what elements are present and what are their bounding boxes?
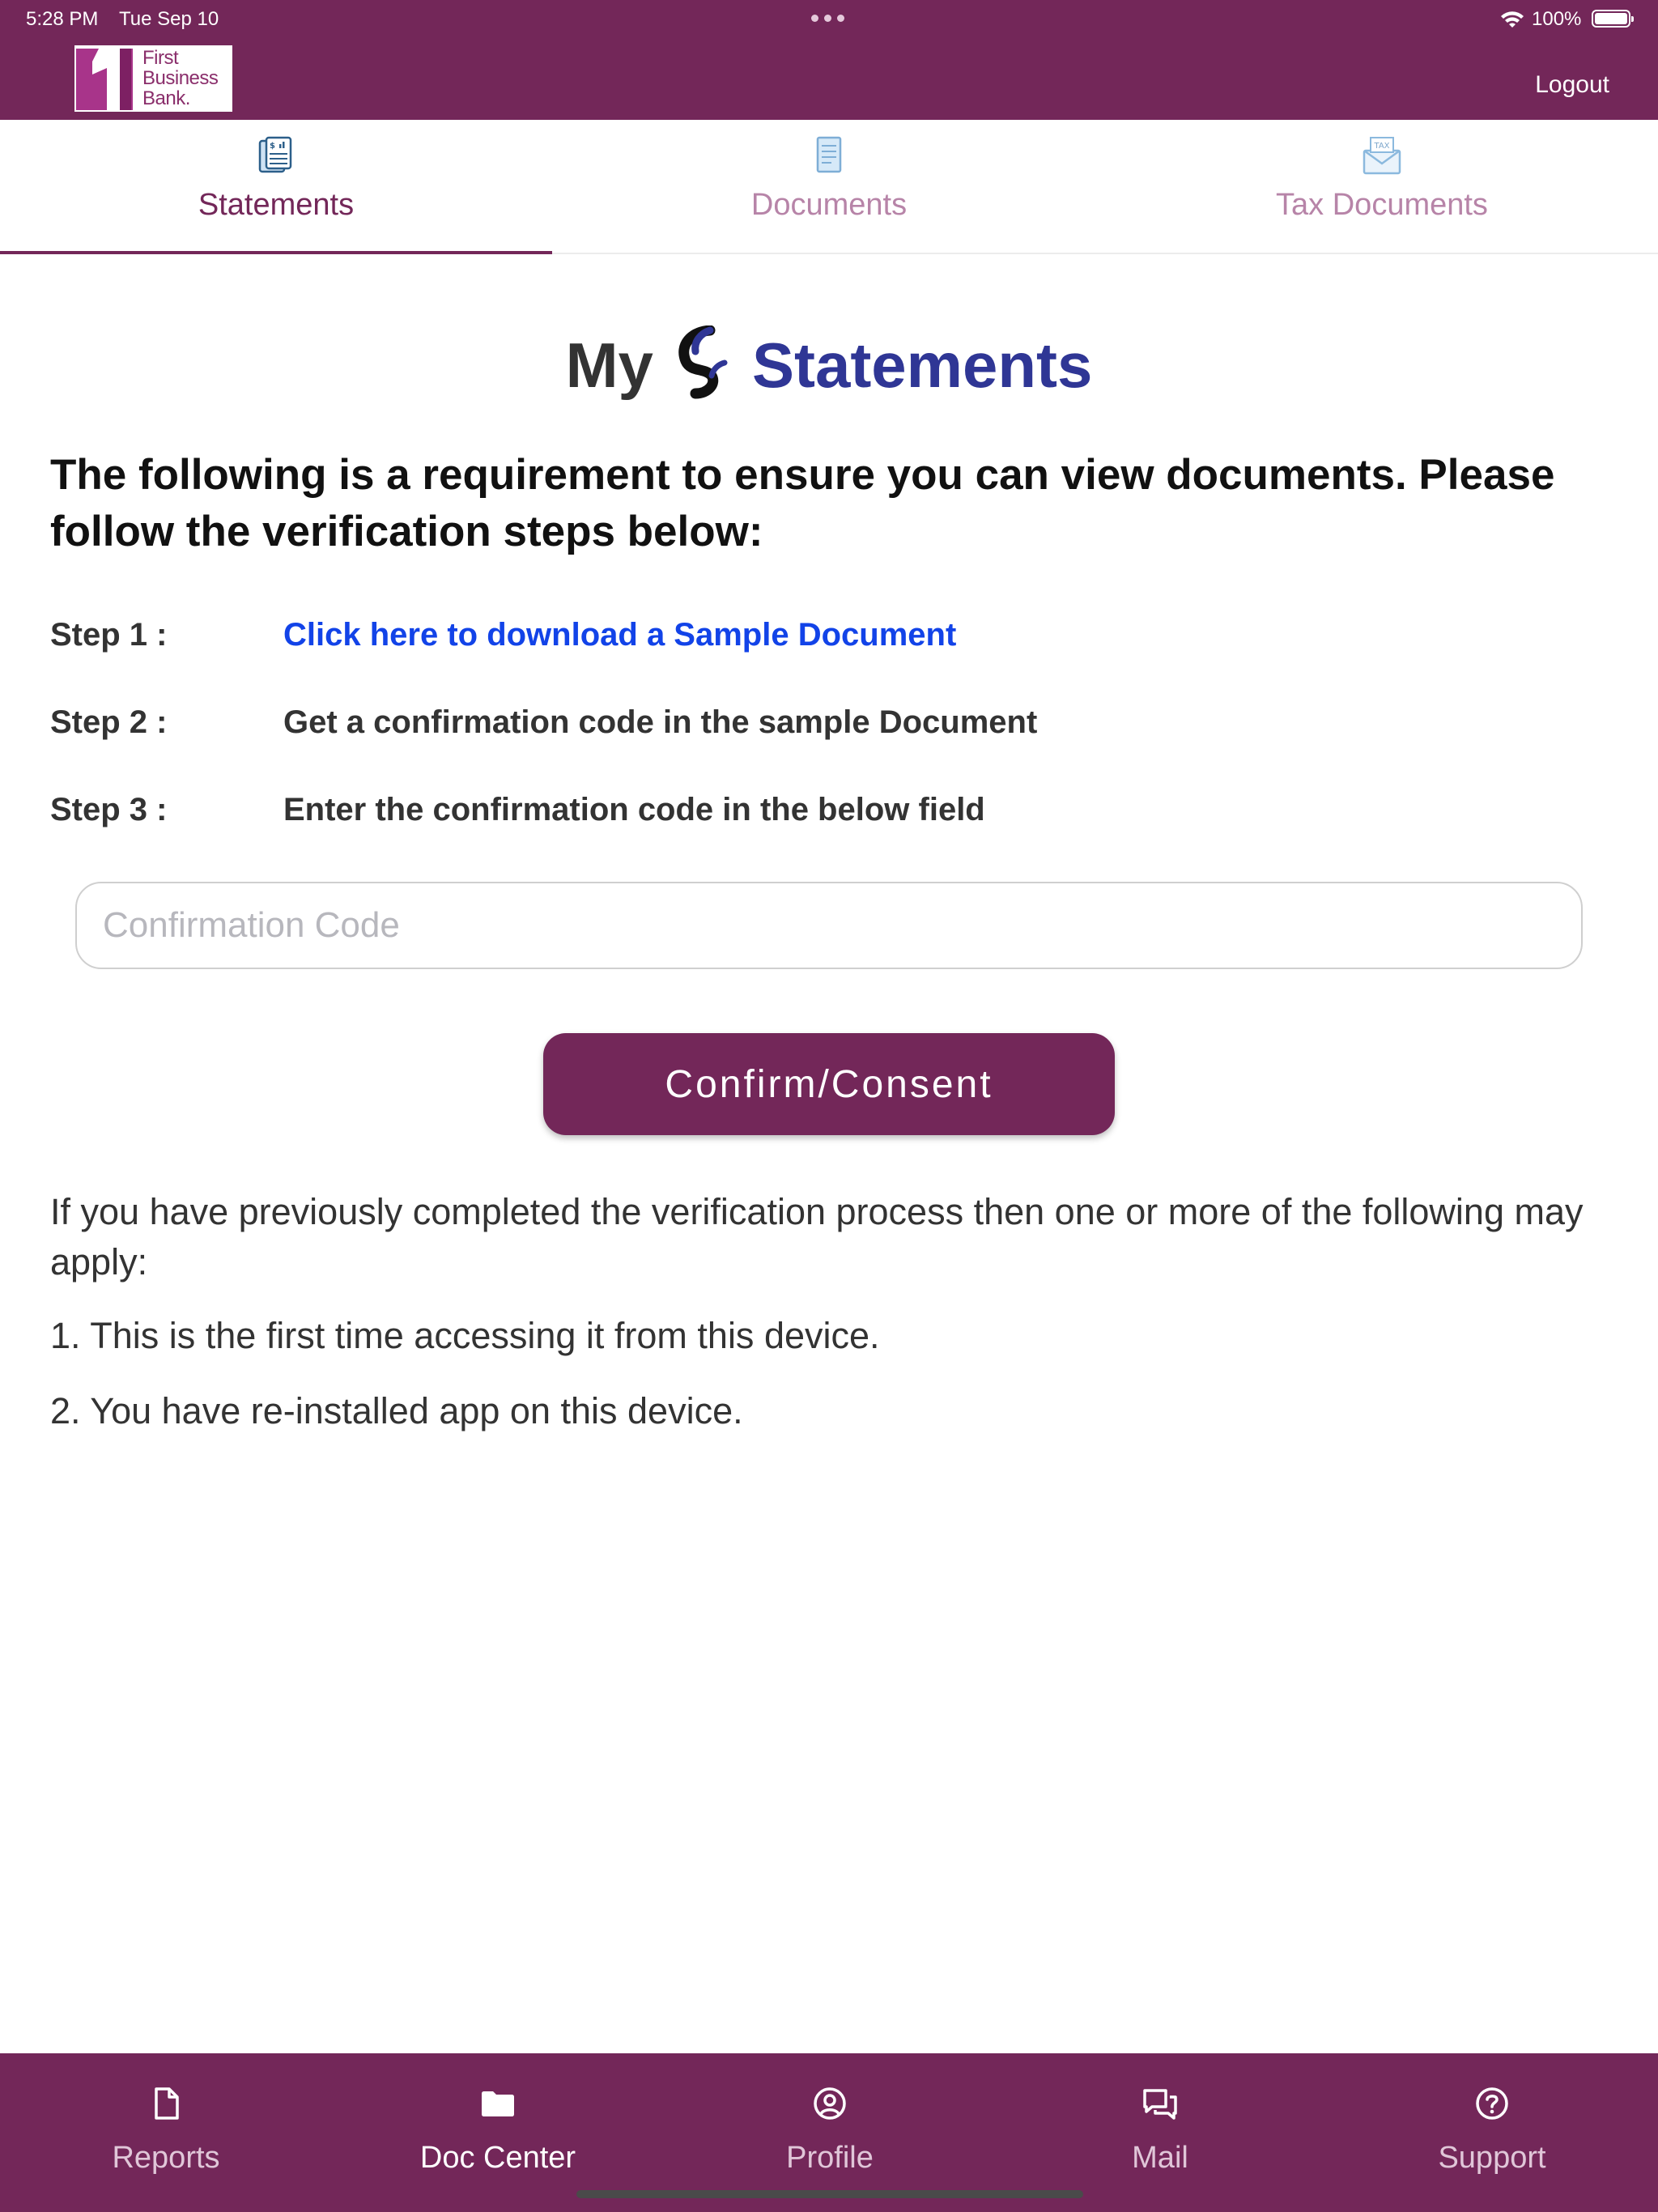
nav-support[interactable] bbox=[1326, 2053, 1658, 2212]
reason-item: 1. This is the first time accessing it from this device. bbox=[50, 1315, 880, 1356]
user-circle-icon bbox=[810, 2084, 849, 2123]
confirm-consent-button[interactable]: Confirm/Consent bbox=[543, 1033, 1115, 1135]
nav-mail[interactable] bbox=[994, 2053, 1326, 2212]
doc-tabs bbox=[0, 120, 1658, 254]
multitasking-dots-icon[interactable] bbox=[811, 15, 844, 22]
page-title bbox=[0, 325, 1658, 402]
step-3-text: Enter the confirmation code in the below field bbox=[283, 792, 985, 827]
chat-icon bbox=[1141, 2084, 1180, 2123]
confirmation-code-input[interactable] bbox=[75, 882, 1583, 969]
folder-icon bbox=[478, 2084, 517, 2123]
page-title-brand: Statements bbox=[751, 330, 1093, 401]
download-sample-link[interactable]: Click here to download a Sample Document bbox=[283, 617, 957, 653]
step-2-text: Get a confirmation code in the sample Document bbox=[283, 704, 1038, 740]
tab-tax-documents-label: Tax Documents bbox=[1276, 188, 1488, 222]
reason-item: 2. You have re-installed app on this device. bbox=[50, 1390, 743, 1431]
bank-logo bbox=[74, 45, 232, 112]
svg-text:TAX: TAX bbox=[1374, 142, 1390, 151]
nav-reports-label: Reports bbox=[112, 2141, 220, 2175]
bank-logo-text: First Business Bank. bbox=[142, 47, 219, 109]
logout-button[interactable]: Logout bbox=[1535, 71, 1609, 98]
tab-statements-label: Statements bbox=[198, 188, 355, 222]
document-icon bbox=[808, 134, 850, 177]
nav-profile-label: Profile bbox=[786, 2141, 874, 2175]
tab-tax-documents[interactable] bbox=[1106, 120, 1658, 253]
status-date: Tue Sep 10 bbox=[119, 8, 219, 30]
wifi-icon bbox=[1499, 10, 1525, 29]
battery-icon bbox=[1592, 10, 1630, 28]
status-time: 5:28 PM bbox=[26, 8, 99, 30]
verification-note: If you have previously completed the verification process then one or more of the following may apply: bbox=[50, 1191, 1584, 1283]
statements-logo-icon bbox=[668, 325, 736, 400]
nav-mail-label: Mail bbox=[1132, 2141, 1188, 2175]
page-title-prefix: My bbox=[565, 330, 653, 401]
tab-documents[interactable] bbox=[553, 120, 1105, 253]
statement-icon bbox=[255, 134, 297, 177]
requirement-intro: The following is a requirement to ensure you can view documents. Please follow the verification steps below: bbox=[50, 451, 1555, 555]
step-1-label: Step 1 : bbox=[50, 617, 168, 653]
step-2-label: Step 2 : bbox=[50, 704, 168, 740]
nav-profile[interactable] bbox=[664, 2053, 996, 2212]
nav-support-label: Support bbox=[1438, 2141, 1546, 2175]
app-header bbox=[0, 0, 1658, 120]
nav-doc-center[interactable] bbox=[332, 2053, 664, 2212]
bank-logo-mark-icon bbox=[74, 45, 136, 112]
help-icon bbox=[1473, 2084, 1511, 2123]
file-icon bbox=[147, 2084, 185, 2123]
tab-statements[interactable] bbox=[0, 120, 552, 253]
nav-reports[interactable] bbox=[0, 2053, 332, 2212]
status-bar bbox=[0, 0, 1658, 37]
home-indicator[interactable] bbox=[576, 2190, 1083, 2198]
battery-percent: 100% bbox=[1532, 8, 1582, 30]
nav-doc-center-label: Doc Center bbox=[419, 2141, 576, 2175]
svg-text:$: $ bbox=[270, 142, 275, 151]
tab-documents-label: Documents bbox=[750, 188, 908, 222]
step-3-label: Step 3 : bbox=[50, 792, 168, 827]
tax-document-icon bbox=[1361, 134, 1403, 177]
bottom-nav bbox=[0, 2053, 1658, 2212]
